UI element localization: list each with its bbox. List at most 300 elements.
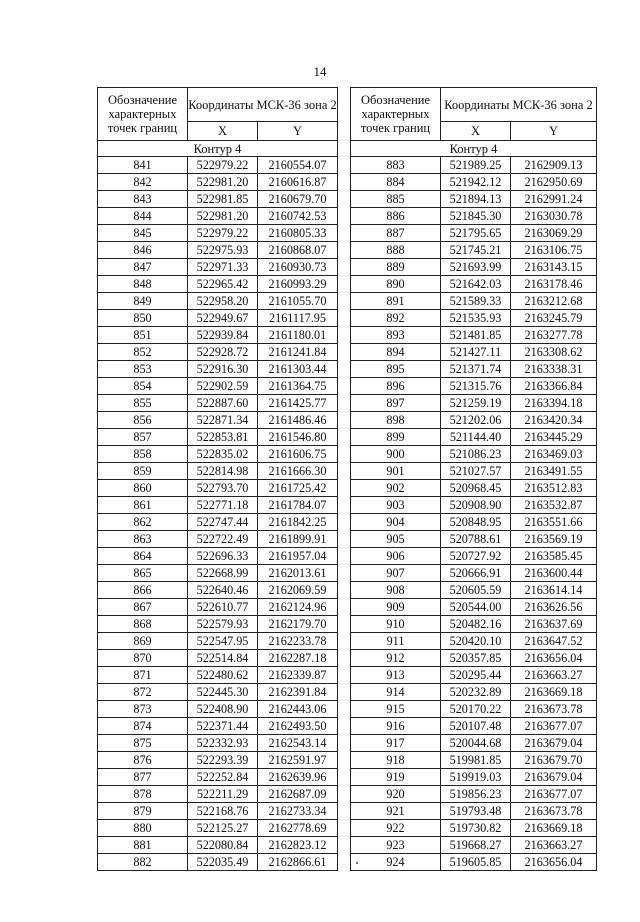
table-row [351, 684, 597, 701]
point-number-cell: 918 [351, 752, 441, 769]
table-row [351, 667, 597, 684]
y-coordinate-cell: 2163585.45 [511, 548, 597, 565]
y-coordinate-cell: 2162687.09 [258, 786, 338, 803]
point-number-cell: 904 [351, 514, 441, 531]
table-row [351, 769, 597, 786]
x-coordinate-cell: 522252.84 [188, 769, 258, 786]
x-coordinate-cell: 520968.45 [441, 480, 511, 497]
x-coordinate-cell: 522871.34 [188, 412, 258, 429]
y-coordinate-cell: 2162179.70 [258, 616, 338, 633]
contour-label: Контур 4 [98, 141, 338, 157]
x-coordinate-cell: 521989.25 [441, 157, 511, 174]
table-row [351, 854, 597, 871]
table-row [98, 633, 338, 650]
y-coordinate-cell: 2162013.61 [258, 565, 338, 582]
table-row [351, 616, 597, 633]
table-row [98, 446, 338, 463]
y-coordinate-cell: 2160868.07 [258, 242, 338, 259]
table-row [98, 820, 338, 837]
y-coordinate-cell: 2160679.70 [258, 191, 338, 208]
point-number-cell: 857 [98, 429, 188, 446]
point-number-cell: 908 [351, 582, 441, 599]
table-row [351, 208, 597, 225]
table-row [351, 480, 597, 497]
x-coordinate-cell: 521795.65 [441, 225, 511, 242]
table-row [351, 191, 597, 208]
point-number-cell: 889 [351, 259, 441, 276]
table-row [351, 446, 597, 463]
y-coordinate-cell: 2161784.07 [258, 497, 338, 514]
point-number-cell: 920 [351, 786, 441, 803]
point-number-cell: 860 [98, 480, 188, 497]
point-number-cell: 871 [98, 667, 188, 684]
table-row [98, 242, 338, 259]
point-number-cell: 880 [98, 820, 188, 837]
header-x: X [441, 122, 511, 141]
point-number-cell: 877 [98, 769, 188, 786]
x-coordinate-cell: 522975.93 [188, 242, 258, 259]
table-row [351, 837, 597, 854]
table-row [98, 293, 338, 310]
table-row [351, 157, 597, 174]
x-coordinate-cell: 520908.90 [441, 497, 511, 514]
y-coordinate-cell: 2163366.84 [511, 378, 597, 395]
x-coordinate-cell: 522640.46 [188, 582, 258, 599]
x-coordinate-cell: 522547.95 [188, 633, 258, 650]
y-coordinate-cell: 2162339.87 [258, 667, 338, 684]
y-coordinate-cell: 2162823.12 [258, 837, 338, 854]
y-coordinate-cell: 2163677.07 [511, 786, 597, 803]
table-row [351, 242, 597, 259]
point-number-cell: 851 [98, 327, 188, 344]
x-coordinate-cell: 522981.85 [188, 191, 258, 208]
table-row [98, 786, 338, 803]
table-row [351, 378, 597, 395]
x-coordinate-cell: 522445.30 [188, 684, 258, 701]
x-coordinate-cell: 521202.06 [441, 412, 511, 429]
y-coordinate-cell: 2161842.25 [258, 514, 338, 531]
point-number-cell: 882 [98, 854, 188, 871]
table-row [351, 514, 597, 531]
y-coordinate-cell: 2161957.04 [258, 548, 338, 565]
x-coordinate-cell: 520420.10 [441, 633, 511, 650]
table-row [98, 701, 338, 718]
x-coordinate-cell: 521894.13 [441, 191, 511, 208]
table-row [351, 548, 597, 565]
x-coordinate-cell: 522814.98 [188, 463, 258, 480]
table-row [351, 310, 597, 327]
y-coordinate-cell: 2162287.18 [258, 650, 338, 667]
table-row [98, 480, 338, 497]
table-row [98, 276, 338, 293]
table-row [98, 395, 338, 412]
y-coordinate-cell: 2161899.91 [258, 531, 338, 548]
y-coordinate-cell: 2162778.69 [258, 820, 338, 837]
point-number-cell: 924 [351, 854, 441, 871]
x-coordinate-cell: 522696.33 [188, 548, 258, 565]
point-number-cell: 852 [98, 344, 188, 361]
x-coordinate-cell: 520357.85 [441, 650, 511, 667]
table-row [98, 531, 338, 548]
x-coordinate-cell: 520170.22 [441, 701, 511, 718]
header-designation: Обозначение характерных точек границ [351, 88, 441, 141]
x-coordinate-cell: 519856.23 [441, 786, 511, 803]
x-coordinate-cell: 519605.85 [441, 854, 511, 871]
x-coordinate-cell: 520666.91 [441, 565, 511, 582]
point-number-cell: 868 [98, 616, 188, 633]
point-number-cell: 861 [98, 497, 188, 514]
point-number-cell: 843 [98, 191, 188, 208]
y-coordinate-cell: 2163308.62 [511, 344, 597, 361]
point-number-cell: 854 [98, 378, 188, 395]
x-coordinate-cell: 521589.33 [441, 293, 511, 310]
table-row [351, 293, 597, 310]
y-coordinate-cell: 2163669.18 [511, 820, 597, 837]
point-number-cell: 896 [351, 378, 441, 395]
point-number-cell: 898 [351, 412, 441, 429]
point-number-cell: 842 [98, 174, 188, 191]
y-coordinate-cell: 2163679.70 [511, 752, 597, 769]
point-number-cell: 906 [351, 548, 441, 565]
point-number-cell: 902 [351, 480, 441, 497]
y-coordinate-cell: 2161486.46 [258, 412, 338, 429]
table-row [351, 718, 597, 735]
y-coordinate-cell: 2163551.66 [511, 514, 597, 531]
table-row [98, 752, 338, 769]
point-number-cell: 875 [98, 735, 188, 752]
x-coordinate-cell: 522747.44 [188, 514, 258, 531]
point-number-cell: 865 [98, 565, 188, 582]
point-number-cell: 849 [98, 293, 188, 310]
point-number-cell: 897 [351, 395, 441, 412]
header-designation: Обозначение характерных точек границ [98, 88, 188, 141]
x-coordinate-cell: 522035.49 [188, 854, 258, 871]
y-coordinate-cell: 2161725.42 [258, 480, 338, 497]
y-coordinate-cell: 2163663.27 [511, 667, 597, 684]
y-coordinate-cell: 2163600.44 [511, 565, 597, 582]
x-coordinate-cell: 519668.27 [441, 837, 511, 854]
table-row [351, 361, 597, 378]
point-number-cell: 905 [351, 531, 441, 548]
point-number-cell: 890 [351, 276, 441, 293]
x-coordinate-cell: 522168.76 [188, 803, 258, 820]
point-number-cell: 884 [351, 174, 441, 191]
y-coordinate-cell: 2162866.61 [258, 854, 338, 871]
y-coordinate-cell: 2162909.13 [511, 157, 597, 174]
table-row [98, 769, 338, 786]
table-row [351, 531, 597, 548]
x-coordinate-cell: 521745.21 [441, 242, 511, 259]
table-row [98, 208, 338, 225]
point-number-cell: 923 [351, 837, 441, 854]
table-row [98, 548, 338, 565]
y-coordinate-cell: 2163663.27 [511, 837, 597, 854]
point-number-cell: 885 [351, 191, 441, 208]
table-row [98, 174, 338, 191]
table-row [351, 820, 597, 837]
y-coordinate-cell: 2161666.30 [258, 463, 338, 480]
point-number-cell: 894 [351, 344, 441, 361]
table-row [98, 514, 338, 531]
x-coordinate-cell: 521535.93 [441, 310, 511, 327]
table-row [98, 667, 338, 684]
table-row [98, 378, 338, 395]
point-number-cell: 873 [98, 701, 188, 718]
x-coordinate-cell: 522887.60 [188, 395, 258, 412]
y-coordinate-cell: 2163673.78 [511, 803, 597, 820]
point-number-cell: 848 [98, 276, 188, 293]
table-row [351, 701, 597, 718]
point-number-cell: 844 [98, 208, 188, 225]
table-row [351, 752, 597, 769]
point-number-cell: 903 [351, 497, 441, 514]
table-row [351, 786, 597, 803]
page-number: 14 [313, 64, 327, 79]
contour-label: Контур 4 [351, 141, 597, 157]
y-coordinate-cell: 2160930.73 [258, 259, 338, 276]
point-number-cell: 866 [98, 582, 188, 599]
point-number-cell: 916 [351, 718, 441, 735]
y-coordinate-cell: 2163656.04 [511, 854, 597, 871]
x-coordinate-cell: 522971.33 [188, 259, 258, 276]
x-coordinate-cell: 519919.03 [441, 769, 511, 786]
point-number-cell: 901 [351, 463, 441, 480]
x-coordinate-cell: 521315.76 [441, 378, 511, 395]
table-row [98, 599, 338, 616]
table-row [98, 344, 338, 361]
y-coordinate-cell: 2163212.68 [511, 293, 597, 310]
point-number-cell: 858 [98, 446, 188, 463]
point-number-cell: 893 [351, 327, 441, 344]
table-row [351, 650, 597, 667]
x-coordinate-cell: 522853.81 [188, 429, 258, 446]
y-coordinate-cell: 2161241.84 [258, 344, 338, 361]
y-coordinate-cell: 2162950.69 [511, 174, 597, 191]
x-coordinate-cell: 521371.74 [441, 361, 511, 378]
table-row [351, 344, 597, 361]
point-number-cell: 921 [351, 803, 441, 820]
table-row [98, 361, 338, 378]
y-coordinate-cell: 2160742.53 [258, 208, 338, 225]
y-coordinate-cell: 2163669.18 [511, 684, 597, 701]
x-coordinate-cell: 520544.00 [441, 599, 511, 616]
point-number-cell: 850 [98, 310, 188, 327]
x-coordinate-cell: 522408.90 [188, 701, 258, 718]
x-coordinate-cell: 520107.48 [441, 718, 511, 735]
y-coordinate-cell: 2162733.34 [258, 803, 338, 820]
y-coordinate-cell: 2162543.14 [258, 735, 338, 752]
y-coordinate-cell: 2163626.56 [511, 599, 597, 616]
y-coordinate-cell: 2163178.46 [511, 276, 597, 293]
table-row [98, 684, 338, 701]
x-coordinate-cell: 520044.68 [441, 735, 511, 752]
table-row [351, 599, 597, 616]
x-coordinate-cell: 522916.30 [188, 361, 258, 378]
x-coordinate-cell: 522771.18 [188, 497, 258, 514]
x-coordinate-cell: 521845.30 [441, 208, 511, 225]
x-coordinate-cell: 522668.99 [188, 565, 258, 582]
x-coordinate-cell: 522902.59 [188, 378, 258, 395]
y-coordinate-cell: 2161546.80 [258, 429, 338, 446]
x-coordinate-cell: 519793.48 [441, 803, 511, 820]
y-coordinate-cell: 2163394.18 [511, 395, 597, 412]
x-coordinate-cell: 522979.22 [188, 225, 258, 242]
y-coordinate-cell: 2161180.01 [258, 327, 338, 344]
x-coordinate-cell: 521144.40 [441, 429, 511, 446]
x-coordinate-cell: 522125.27 [188, 820, 258, 837]
table-row [98, 157, 338, 174]
point-number-cell: 899 [351, 429, 441, 446]
y-coordinate-cell: 2163420.34 [511, 412, 597, 429]
point-number-cell: 900 [351, 446, 441, 463]
coordinates-table-left [97, 87, 338, 871]
table-row [351, 225, 597, 242]
y-coordinate-cell: 2163569.19 [511, 531, 597, 548]
table-row [351, 327, 597, 344]
x-coordinate-cell: 520788.61 [441, 531, 511, 548]
point-number-cell: 872 [98, 684, 188, 701]
point-number-cell: 922 [351, 820, 441, 837]
scan-artifact-dot [356, 862, 358, 864]
y-coordinate-cell: 2163673.78 [511, 701, 597, 718]
x-coordinate-cell: 520295.44 [441, 667, 511, 684]
y-coordinate-cell: 2160993.29 [258, 276, 338, 293]
point-number-cell: 881 [98, 837, 188, 854]
x-coordinate-cell: 522965.42 [188, 276, 258, 293]
x-coordinate-cell: 519730.82 [441, 820, 511, 837]
y-coordinate-cell: 2163245.79 [511, 310, 597, 327]
y-coordinate-cell: 2162069.59 [258, 582, 338, 599]
y-coordinate-cell: 2163143.15 [511, 259, 597, 276]
point-number-cell: 869 [98, 633, 188, 650]
point-number-cell: 909 [351, 599, 441, 616]
point-number-cell: 917 [351, 735, 441, 752]
y-coordinate-cell: 2163532.87 [511, 497, 597, 514]
x-coordinate-cell: 521259.19 [441, 395, 511, 412]
table-row [98, 259, 338, 276]
x-coordinate-cell: 522939.84 [188, 327, 258, 344]
table-row [98, 429, 338, 446]
table-row [98, 854, 338, 871]
x-coordinate-cell: 522211.29 [188, 786, 258, 803]
y-coordinate-cell: 2163679.04 [511, 735, 597, 752]
table-row [98, 718, 338, 735]
x-coordinate-cell: 521027.57 [441, 463, 511, 480]
y-coordinate-cell: 2161055.70 [258, 293, 338, 310]
y-coordinate-cell: 2163512.83 [511, 480, 597, 497]
x-coordinate-cell: 522722.49 [188, 531, 258, 548]
x-coordinate-cell: 521086.23 [441, 446, 511, 463]
x-coordinate-cell: 521427.11 [441, 344, 511, 361]
y-coordinate-cell: 2163445.29 [511, 429, 597, 446]
point-number-cell: 856 [98, 412, 188, 429]
point-number-cell: 853 [98, 361, 188, 378]
x-coordinate-cell: 522080.84 [188, 837, 258, 854]
table-row [351, 582, 597, 599]
x-coordinate-cell: 520848.95 [441, 514, 511, 531]
y-coordinate-cell: 2161117.95 [258, 310, 338, 327]
table-row [98, 616, 338, 633]
x-coordinate-cell: 522332.93 [188, 735, 258, 752]
table-row [98, 412, 338, 429]
point-number-cell: 878 [98, 786, 188, 803]
point-number-cell: 847 [98, 259, 188, 276]
y-coordinate-cell: 2162124.96 [258, 599, 338, 616]
point-number-cell: 886 [351, 208, 441, 225]
x-coordinate-cell: 522981.20 [188, 174, 258, 191]
table-row [98, 650, 338, 667]
point-number-cell: 845 [98, 225, 188, 242]
x-coordinate-cell: 522979.22 [188, 157, 258, 174]
point-number-cell: 915 [351, 701, 441, 718]
y-coordinate-cell: 2163656.04 [511, 650, 597, 667]
table-row [351, 395, 597, 412]
y-coordinate-cell: 2163647.52 [511, 633, 597, 650]
x-coordinate-cell: 519981.85 [441, 752, 511, 769]
y-coordinate-cell: 2163030.78 [511, 208, 597, 225]
table-row [351, 259, 597, 276]
y-coordinate-cell: 2163679.04 [511, 769, 597, 786]
y-coordinate-cell: 2161303.44 [258, 361, 338, 378]
table-row [351, 429, 597, 446]
x-coordinate-cell: 520605.59 [441, 582, 511, 599]
x-coordinate-cell: 520232.89 [441, 684, 511, 701]
y-coordinate-cell: 2160616.87 [258, 174, 338, 191]
point-number-cell: 855 [98, 395, 188, 412]
x-coordinate-cell: 522579.93 [188, 616, 258, 633]
header-coordinates: Координаты МСК-36 зона 2 [188, 88, 338, 122]
x-coordinate-cell: 522835.02 [188, 446, 258, 463]
y-coordinate-cell: 2161364.75 [258, 378, 338, 395]
y-coordinate-cell: 2163069.29 [511, 225, 597, 242]
point-number-cell: 863 [98, 531, 188, 548]
y-coordinate-cell: 2163338.31 [511, 361, 597, 378]
y-coordinate-cell: 2163637.69 [511, 616, 597, 633]
y-coordinate-cell: 2160554.07 [258, 157, 338, 174]
y-coordinate-cell: 2162493.50 [258, 718, 338, 735]
y-coordinate-cell: 2162991.24 [511, 191, 597, 208]
point-number-cell: 887 [351, 225, 441, 242]
x-coordinate-cell: 522793.70 [188, 480, 258, 497]
point-number-cell: 874 [98, 718, 188, 735]
y-coordinate-cell: 2162591.97 [258, 752, 338, 769]
x-coordinate-cell: 522958.20 [188, 293, 258, 310]
header-coordinates: Координаты МСК-36 зона 2 [441, 88, 597, 122]
x-coordinate-cell: 522928.72 [188, 344, 258, 361]
table-body-left [98, 141, 338, 871]
point-number-cell: 879 [98, 803, 188, 820]
table-row [351, 803, 597, 820]
table-row [98, 191, 338, 208]
table-row [98, 310, 338, 327]
table-row [98, 837, 338, 854]
table-row [351, 174, 597, 191]
x-coordinate-cell: 521693.99 [441, 259, 511, 276]
table-row [98, 735, 338, 752]
y-coordinate-cell: 2163491.55 [511, 463, 597, 480]
point-number-cell: 870 [98, 650, 188, 667]
point-number-cell: 888 [351, 242, 441, 259]
table-body-right [351, 141, 597, 871]
x-coordinate-cell: 521481.85 [441, 327, 511, 344]
coordinates-table-right [350, 87, 597, 871]
header-x: X [188, 122, 258, 141]
y-coordinate-cell: 2161425.77 [258, 395, 338, 412]
y-coordinate-cell: 2162443.06 [258, 701, 338, 718]
table-row [351, 412, 597, 429]
table-row [98, 327, 338, 344]
point-number-cell: 892 [351, 310, 441, 327]
